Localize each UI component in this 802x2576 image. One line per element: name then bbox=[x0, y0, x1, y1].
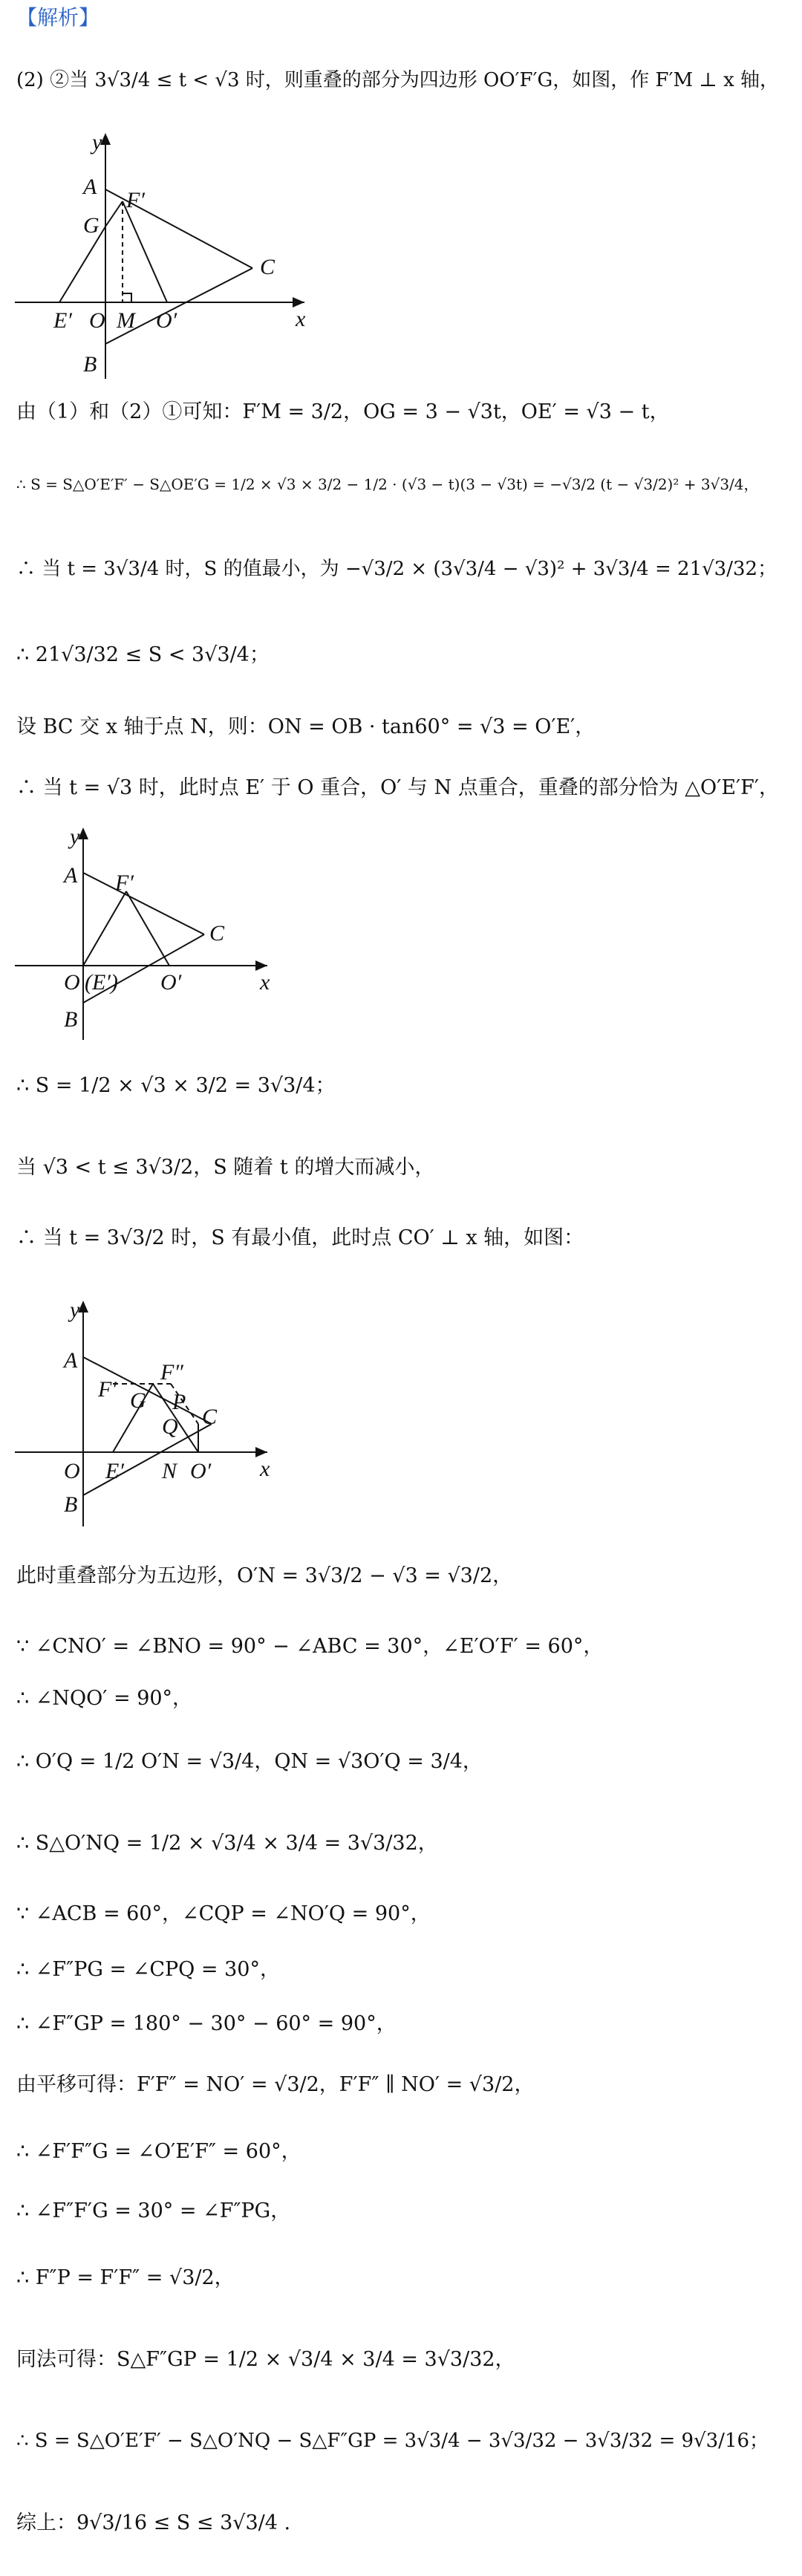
text-line-16: ∵ ∠ACB = 60°，∠CQP = ∠NO′Q = 90°， bbox=[16, 1902, 431, 1925]
fig3-label-O-prime: O′ bbox=[190, 1459, 212, 1483]
fig1-label-x: x bbox=[296, 307, 306, 331]
fig3-label-y: y bbox=[70, 1298, 80, 1322]
fig3-label-N: N bbox=[162, 1459, 177, 1483]
text-line-7: ∴ 当 t = √3 时，此时点 E′ 于 O 重合，O′ 与 N 点重合，重叠的部分恰为 △O′E′F′， bbox=[16, 776, 780, 799]
fig1-label-O-prime: O′ bbox=[156, 308, 177, 333]
fig3-label-C: C bbox=[202, 1405, 218, 1429]
fig2-label-y: y bbox=[70, 824, 80, 849]
text-line-10: ∴ 当 t = 3√3/2 时，S 有最小值，此时点 CO′ ⊥ x 轴，如图： bbox=[16, 1226, 584, 1249]
fig2-label-O-prime: O′ bbox=[160, 970, 182, 995]
fig2-label-E-paren: (E′) bbox=[85, 970, 118, 995]
text-line-15: ∴ S△O′NQ = 1/2 × √3/4 × 3/4 = 3√3/32， bbox=[16, 1832, 438, 1855]
fig3-label-x: x bbox=[260, 1457, 270, 1481]
text-line-5: ∴ 21√3/32 ≤ S < 3√3/4； bbox=[16, 643, 270, 666]
fig1-label-A: A bbox=[83, 175, 97, 199]
text-line-8: ∴ S = 1/2 × √3 × 3/2 = 3√3/4； bbox=[16, 1074, 336, 1097]
fig1-label-y: y bbox=[92, 130, 102, 155]
text-line-9: 当 √3 < t ≤ 3√3/2，S 随着 t 的增大而减小， bbox=[16, 1156, 435, 1179]
fig3-label-Q: Q bbox=[162, 1414, 178, 1439]
segment-O-F bbox=[83, 891, 126, 966]
fig1-label-B: B bbox=[83, 352, 97, 377]
fig2-label-O: O bbox=[64, 970, 80, 995]
text-line-6: 设 BC 交 x 轴于点 N，则：ON = OB · tan60° = √3 = O′E′， bbox=[16, 715, 596, 738]
text-line-2: 由（1）和（2）①可知：F′M = 3/2，OG = 3 − √3t，OE′ = √3 − t， bbox=[16, 400, 670, 423]
text-line-25: 综上：9√3/16 ≤ S ≤ 3√3/4 . bbox=[16, 2511, 291, 2534]
fig3-label-P: P bbox=[172, 1390, 186, 1414]
text-line-14: ∴ O′Q = 1/2 O′N = √3/4，QN = √3O′Q = 3/4， bbox=[16, 1750, 483, 1773]
figure-2 bbox=[15, 824, 297, 1047]
text-line-12: ∵ ∠CNO′ = ∠BNO = 90° − ∠ABC = 30°，∠E′O′F′ = 60°， bbox=[16, 1635, 604, 1658]
fig1-label-O: O bbox=[89, 308, 105, 333]
text-line-24: ∴ S = S△O′E′F′ − S△O′NQ − S△F″GP = 3√3/4 − 3√3/32 − 3√3/32 = 9√3/16； bbox=[16, 2430, 769, 2452]
text-line-21: ∴ ∠F″F′G = 30° = ∠F″PG， bbox=[16, 2199, 291, 2222]
text-line-20: ∴ ∠F′F″G = ∠O′E′F″ = 60°， bbox=[16, 2140, 301, 2163]
fig1-label-F: F′ bbox=[126, 188, 145, 212]
figure-3 bbox=[15, 1296, 297, 1534]
segment-E-G bbox=[59, 227, 105, 302]
text-line-4: ∴ 当 t = 3√3/4 时，S 的值最小，为 −√3/2 × (3√3/4 − √3)² + 3√3/4 = 21√3/32； bbox=[16, 558, 777, 580]
text-line-23: 同法可得：S△F″GP = 1/2 × √3/4 × 3/4 = 3√3/32， bbox=[16, 2348, 515, 2371]
text-line-1: (2) ②当 3√3/4 ≤ t < √3 时，则重叠的部分为四边形 OO′F′G，如图，作 F′M ⊥ x 轴， bbox=[16, 69, 780, 91]
fig1-label-C: C bbox=[260, 255, 276, 279]
text-line-22: ∴ F″P = F′F″ = √3/2， bbox=[16, 2266, 235, 2289]
figure-1 bbox=[15, 130, 327, 383]
text-line-17: ∴ ∠F″PG = ∠CPQ = 30°， bbox=[16, 1958, 280, 1981]
fig2-label-x: x bbox=[260, 970, 270, 995]
fig2-label-F: F′ bbox=[115, 871, 134, 895]
fig1-label-E: E′ bbox=[53, 308, 72, 333]
fig2-label-C: C bbox=[209, 921, 225, 946]
fig2-label-A: A bbox=[64, 863, 78, 888]
solution-header: 【解析】 bbox=[16, 5, 100, 30]
text-line-18: ∴ ∠F″GP = 180° − 30° − 60° = 90°， bbox=[16, 2012, 397, 2035]
text-line-13: ∴ ∠NQO′ = 90°， bbox=[16, 1687, 193, 1710]
segment-AC bbox=[83, 873, 204, 934]
fig1-label-G: G bbox=[83, 213, 100, 238]
fig3-label-A: A bbox=[64, 1348, 78, 1373]
text-line-19: 由平移可得：F′F″ = NO′ = √3/2，F′F″ ∥ NO′ = √3/2， bbox=[16, 2073, 535, 2096]
fig3-label-B: B bbox=[64, 1492, 78, 1517]
fig2-label-B: B bbox=[64, 1007, 78, 1032]
fig3-label-E-prime: E′ bbox=[105, 1459, 124, 1483]
fig3-label-O: O bbox=[64, 1459, 80, 1483]
right-angle-mark bbox=[123, 293, 131, 302]
fig3-label-F-double: F″ bbox=[160, 1360, 183, 1385]
fig3-label-G: G bbox=[130, 1388, 146, 1413]
text-line-3: ∴ S = S△O′E′F′ − S△OE′G = 1/2 × √3 × 3/2 − 1/2 · (√3 − t)(3 − √3t) = −√3/2 (t − √3/2)² + 3√3/4， bbox=[16, 475, 759, 493]
segment-F-O bbox=[123, 201, 167, 302]
fig3-label-F-prime: F′ bbox=[98, 1377, 117, 1402]
segment-F-O-prime bbox=[126, 891, 169, 966]
fig1-label-M: M bbox=[117, 308, 135, 333]
text-line-11: 此时重叠部分为五边形，O′N = 3√3/2 − √3 = √3/2， bbox=[16, 1564, 513, 1587]
